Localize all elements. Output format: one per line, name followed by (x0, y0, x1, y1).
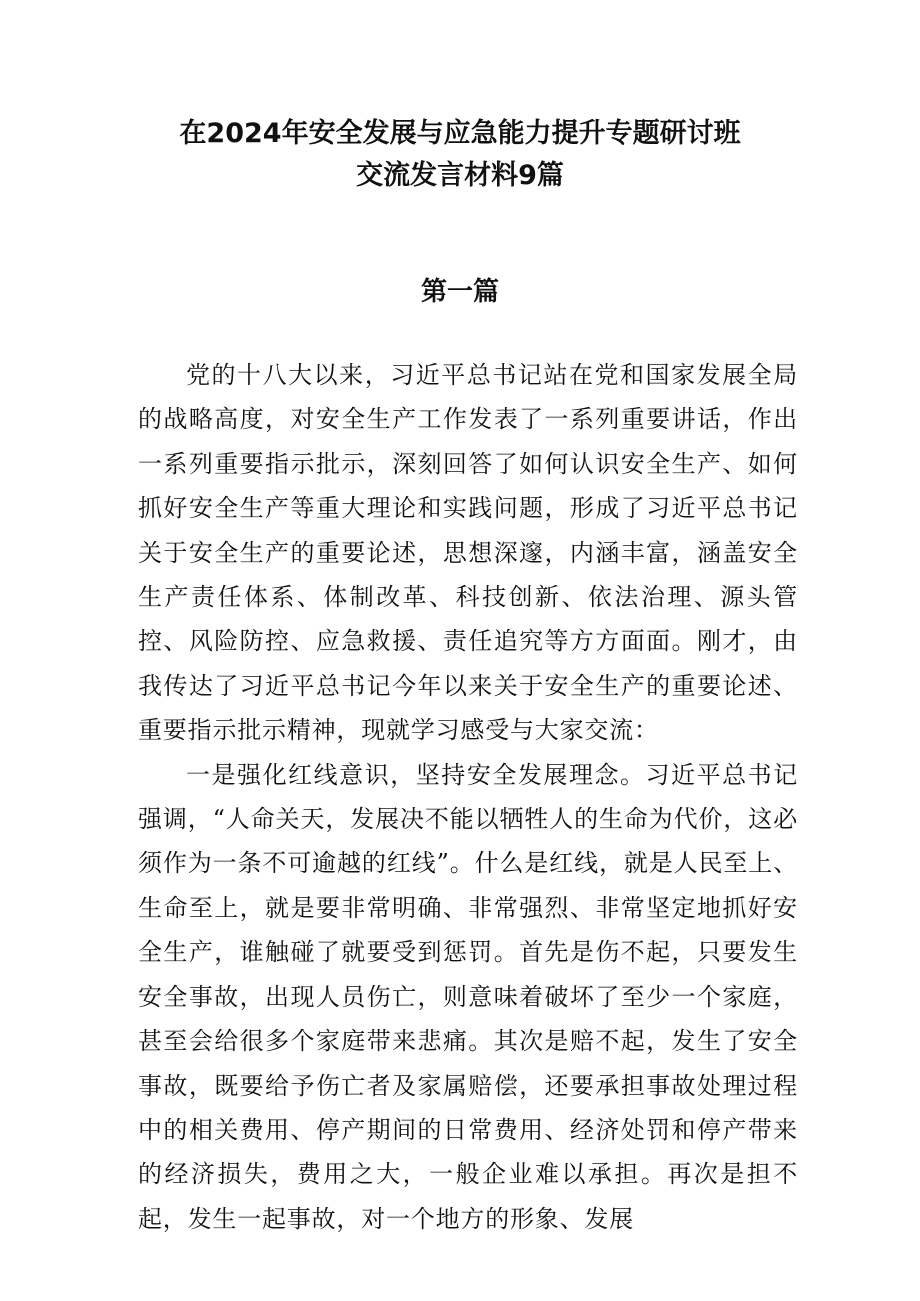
paragraph: 一是强化红线意识，坚持安全发展理念。习近平总书记强调，“人命关天，发展决不能以牺牲人的生命为代价，这必须作为一条不可逾越的红线”。什么是红线，就是人民至上、生命至上，就是要非常明确、非常强烈、非常坚定地抓好安全生产，谁触碰了就要受到惩罚。首先是伤不起，只要发生安全事故，出现人员伤亡，则意味着破坏了至少一个家庭，甚至会给很多个家庭带来悲痛。其次是赔不起，发生了安全事故，既要给予伤亡者及家属赔偿，还要承担事故处理过程中的相关费用、停产期间的日常费用、经济处罚和停产带来的经济损失，费用之大，一般企业难以承担。再次是担不起，发生一起事故，对一个地方的形象、发展 (138, 760, 798, 1233)
document-title-line-2: 交流发言材料9篇 (356, 160, 564, 191)
section-heading: 第一篇 (420, 277, 499, 307)
document-body (138, 353, 798, 1241)
paragraph: 党的十八大以来，习近平总书记站在党和国家发展全局的战略高度，对安全生产工作发表了一系列重要讲话，作出一系列重要指示批示，深刻回答了如何认识安全生产、如何抓好安全生产等重大理论和实践问题，形成了习近平总书记关于安全生产的重要论述，思想深邃，内涵丰富，涵盖安全生产责任体系、体制改革、科技创新、依法治理、源头管控、风险防控、应急救援、责任追究等方方面面。刚才，由我传达了习近平总书记今年以来关于安全生产的重要论述、重要指示批示精神，现就学习感受与大家交流： (138, 361, 798, 745)
document-title-line-1: 在2024年安全发展与应急能力提升专题研讨班 (179, 118, 741, 149)
